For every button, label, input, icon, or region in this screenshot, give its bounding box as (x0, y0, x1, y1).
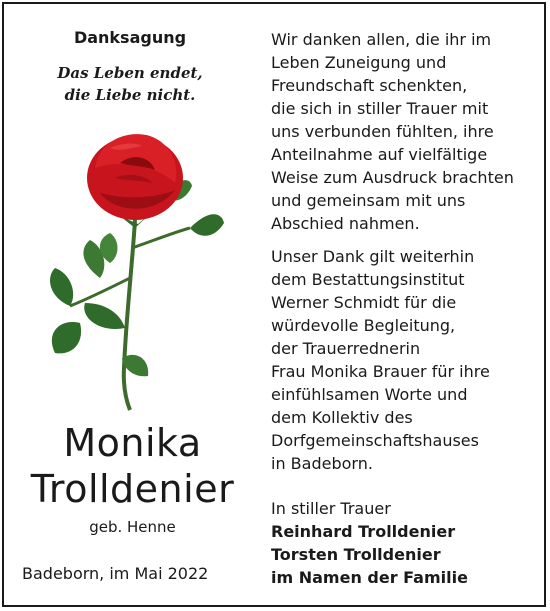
rose-leaf (122, 355, 148, 376)
text-line: Freundschaft schenkten, (271, 76, 468, 95)
signature-name: Reinhard Trolldenier (271, 522, 456, 541)
motto-line: die Liebe nicht. (64, 86, 196, 104)
acknowledgement-paragraph (271, 245, 533, 475)
signature-family: im Namen der Familie (271, 568, 468, 587)
text-line: dem Bestattungsinstitut (271, 270, 465, 289)
rose-leaf (52, 322, 81, 353)
text-line: Dorfgemeinschaftshauses (271, 431, 479, 450)
text-line: Frau Monika Brauer für ihre (271, 362, 490, 381)
rose-leaf (50, 268, 73, 306)
text-line: Leben Zuneigung und (271, 53, 447, 72)
text-line: Weise zum Ausdruck brachten (271, 168, 514, 187)
rose-stem-branch (132, 228, 190, 248)
deceased-last-name: Trolldenier (30, 467, 235, 511)
place-date: Badeborn, im Mai 2022 (22, 564, 209, 583)
red-rose-icon (40, 128, 225, 413)
maiden-name: geb. Henne (89, 518, 176, 536)
signature-intro: In stiller Trauer (271, 499, 391, 518)
rose-stem-branch (70, 278, 130, 306)
text-line: Werner Schmidt für die (271, 293, 457, 312)
deceased-first-name: Monika (63, 421, 202, 465)
rose-leaf (190, 214, 224, 236)
text-line: Unser Dank gilt weiterhin (271, 247, 475, 266)
text-line: der Trauerrednerin (271, 339, 421, 358)
text-line: Abschied nahmen. (271, 214, 420, 233)
text-line: Anteilnahme auf vielfältige (271, 145, 488, 164)
motto (30, 62, 230, 106)
text-line: in Badeborn. (271, 454, 373, 473)
text-line: uns verbunden fühlten, ihre (271, 122, 494, 141)
signature-name: Torsten Trolldenier (271, 545, 441, 564)
deceased-name (0, 420, 265, 512)
motto-line: Das Leben endet, (57, 64, 203, 82)
signature-block (271, 497, 533, 589)
text-line: würdevolle Begleitung, (271, 316, 456, 335)
text-line: Wir danken allen, die ihr im (271, 30, 492, 49)
text-line: die sich in stiller Trauer mit (271, 99, 489, 118)
notice-heading: Danksagung (73, 28, 187, 47)
thanks-paragraph (271, 28, 533, 235)
rose-leaf (84, 303, 125, 329)
text-line: einfühlsamen Worte und (271, 385, 468, 404)
text-line: dem Kollektiv des (271, 408, 413, 427)
text-line: und gemeinsam mit uns (271, 191, 466, 210)
